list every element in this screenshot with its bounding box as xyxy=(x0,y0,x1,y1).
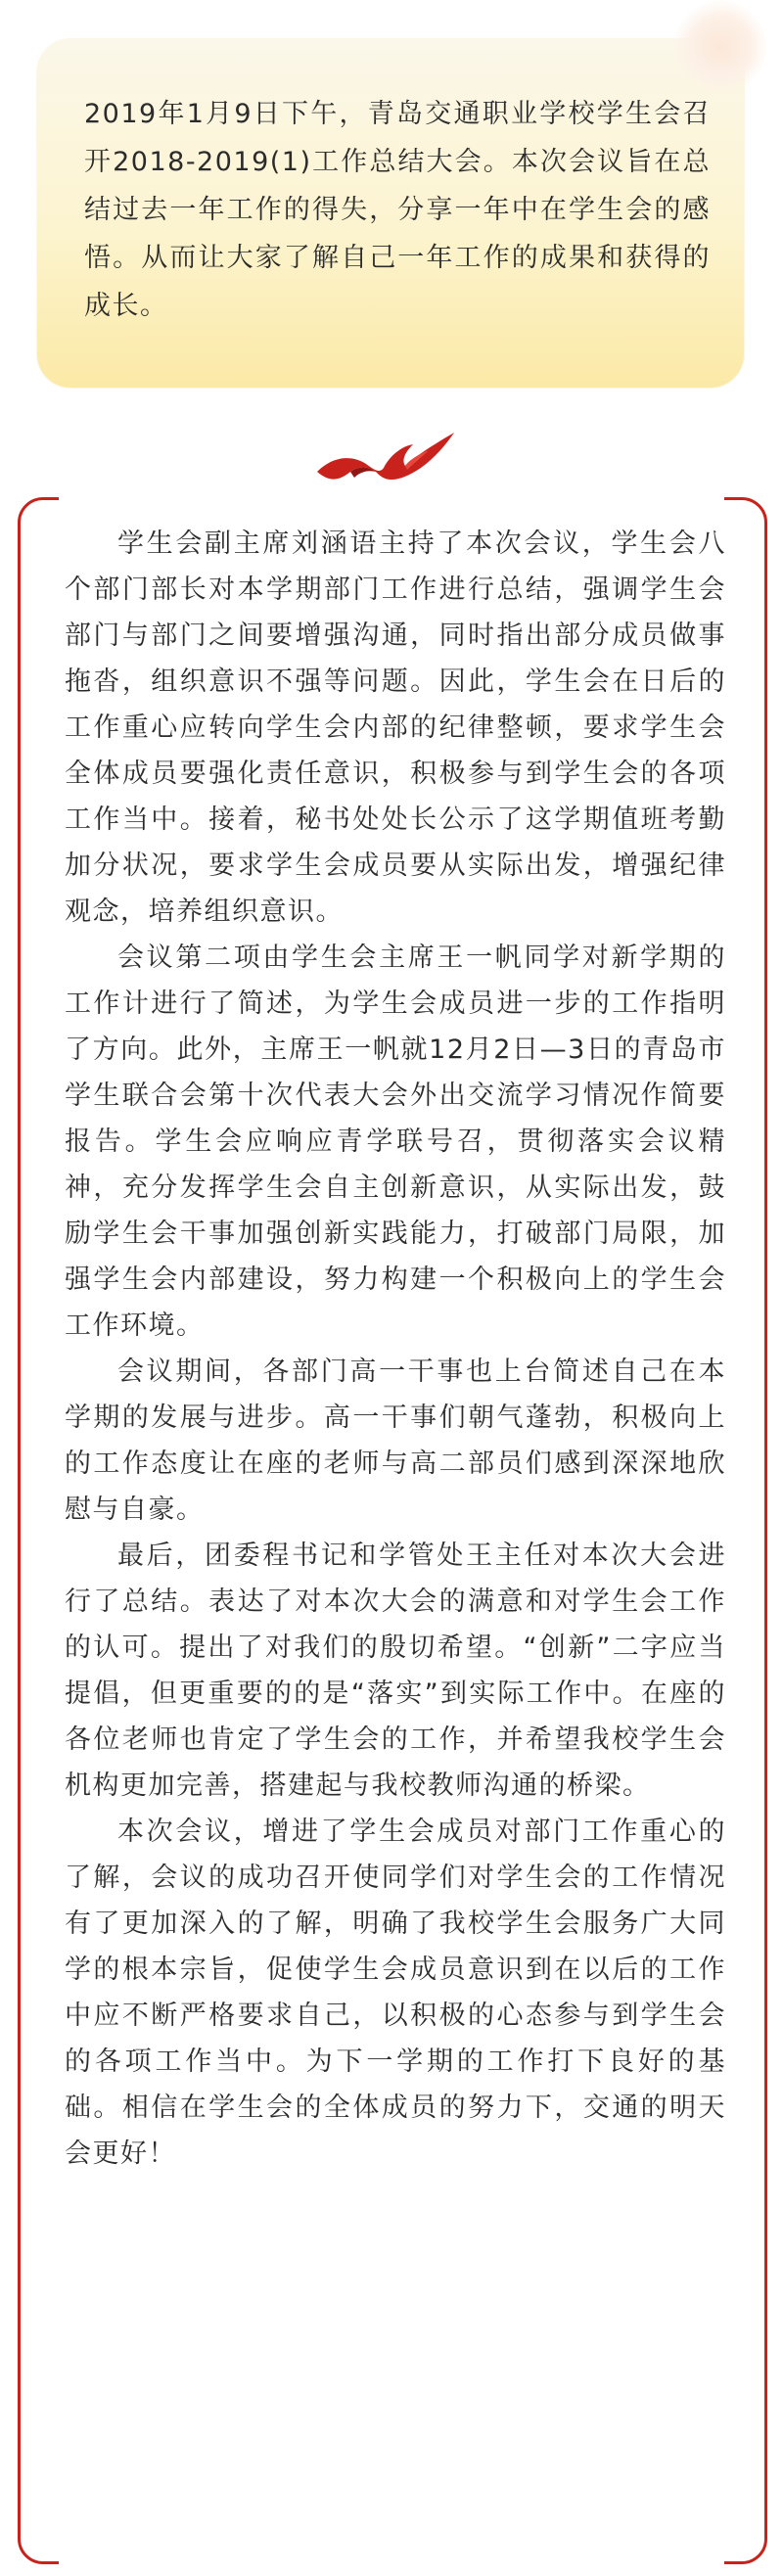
article-paragraph: 最后，团委程书记和学管处王主任对本次大会进行了总结。表达了对本次大会的满意和对学生会工作的认可。提出了对我们的殷切希望。“创新”二字应当提倡，但更重要的的是“落实”到实际工作中。在座的各位老师也肯定了学生会的工作，并希望我校学生会机构更加完善，搭建起与我校教师沟通的桥梁。 xyxy=(65,1541,726,1801)
article-paragraph: 会议第二项由学生会主席王一帆同学对新学期的工作计进行了简述，为学生会成员进一步的工作指明了方向。此外，主席王一帆就12月2日—3日的青岛市学生联合会第十次代表大会外出交流学习情况作简要报告。学生会应响应青学联号召，贯彻落实会议精神，充分发挥学生会自主创新意识，从实际出发，鼓励学生会干事加强创新实践能力，打破部门局限，加强学生会内部建设，努力构建一个积极向上的学生会工作环境。 xyxy=(65,943,726,1341)
frame-gap-top xyxy=(59,489,724,505)
article-paragraph: 本次会议，增进了学生会成员对部门工作重心的了解，会议的成功召开使同学们对学生会的工作情况有了更加深入的了解，明确了我校学生会服务广大同学的根本宗旨，促使学生会成员意识到在以后的工作中应不断严格要求自己，以积极的心态参与到学生会的各项工作当中。为下一学期的工作打下良好的基础。相信在学生会的全体成员的努力下，交通的明天会更好！ xyxy=(65,1817,726,2169)
article-paragraph: 会议期间，各部门高一干事也上台简述自己在本学期的发展与进步。高一干事们朝气蓬勃，积极向上的工作态度让在座的老师与高二部员们感到深深地欣慰与自豪。 xyxy=(65,1357,726,1525)
intro-paragraph: 2019年1月9日下午，青岛交通职业学校学生会召开2018-2019(1)工作总结大会。本次会议旨在总结过去一年工作的得失，分享一年中在学生会的感悟。从而让大家了解自己一年工作的成果和获得的成长。 xyxy=(84,99,711,321)
red-ribbon-icon xyxy=(311,411,468,493)
article-body xyxy=(65,521,726,2177)
decorative-glow xyxy=(673,0,767,94)
frame-gap-bottom xyxy=(59,2551,724,2568)
article-paragraph: 学生会副主席刘涵语主持了本次会议，学生会八个部门部长对本学期部门工作进行总结，强调学生会部门与部门之间要增强沟通，同时指出部分成员做事拖沓，组织意识不强等问题。因此，学生会在日后的工作重心应转向学生会内部的纪律整顿，要求学生会全体成员要强化责任意识，积极参与到学生会的各项工作当中。接着，秘书处处长公示了这学期值班考勤加分状况，要求学生会成员要从实际出发，增强纪律观念，培养组织意识。 xyxy=(65,529,726,927)
